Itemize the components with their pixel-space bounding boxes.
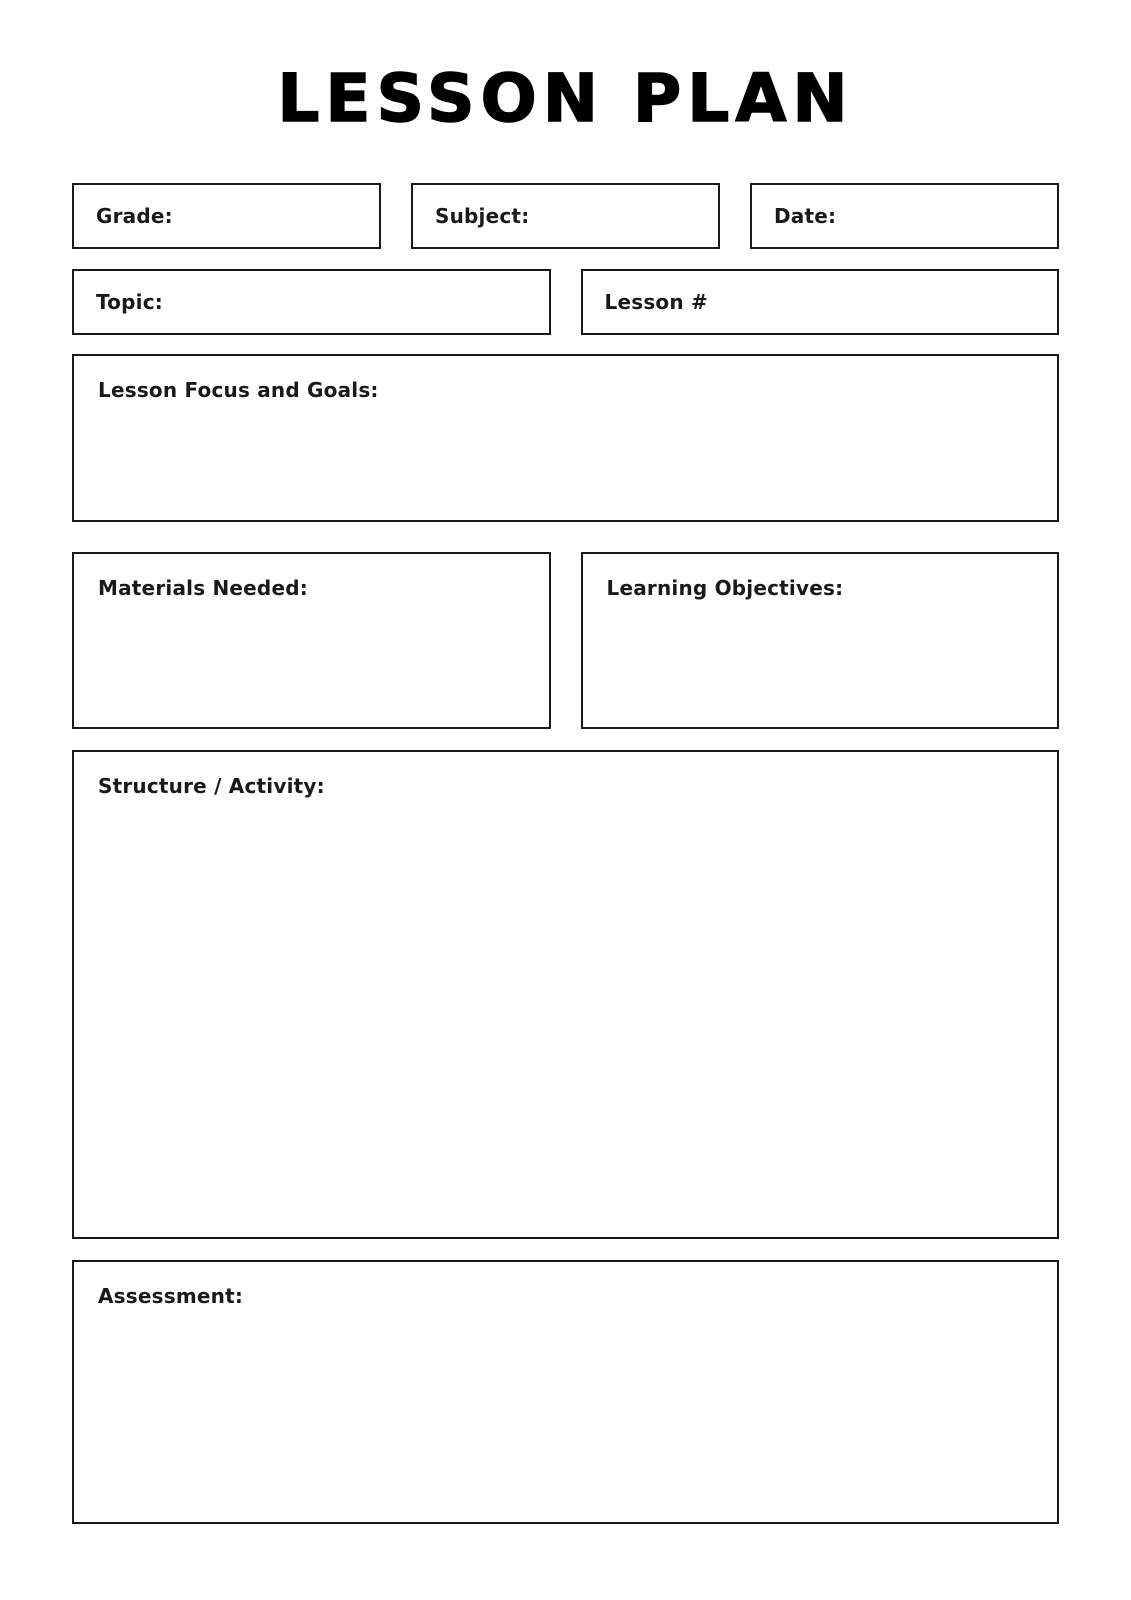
- materials-needed-value: [98, 600, 525, 601]
- materials-objectives-row: [72, 552, 1059, 729]
- subject-field[interactable]: [411, 183, 720, 249]
- learning-objectives-label: Learning Objectives:: [606, 576, 844, 600]
- structure-activity-label: Structure / Activity:: [98, 774, 325, 798]
- page-title: LESSON PLAN: [277, 60, 854, 137]
- materials-needed-label: Materials Needed:: [98, 576, 308, 600]
- topic-label: Topic:: [96, 290, 163, 314]
- structure-activity-field[interactable]: [72, 750, 1059, 1239]
- meta-row-top: [72, 183, 1059, 249]
- date-label: Date:: [774, 204, 837, 228]
- assessment-field[interactable]: [72, 1260, 1059, 1524]
- learning-objectives-value: [607, 600, 1034, 601]
- meta-row-bottom: [72, 269, 1059, 335]
- topic-field[interactable]: [72, 269, 551, 335]
- grade-value: [173, 216, 357, 217]
- lesson-number-field[interactable]: [581, 269, 1060, 335]
- structure-activity-value: [98, 798, 1033, 799]
- subject-value: [529, 216, 696, 217]
- subject-label: Subject:: [435, 204, 530, 228]
- lesson-focus-goals-label: Lesson Focus and Goals:: [98, 378, 379, 402]
- learning-objectives-field[interactable]: [581, 552, 1060, 729]
- assessment-value: [98, 1308, 1033, 1309]
- date-value: [836, 216, 1035, 217]
- lesson-focus-goals-value: [98, 402, 1033, 403]
- materials-needed-field[interactable]: [72, 552, 551, 729]
- date-field[interactable]: [750, 183, 1059, 249]
- assessment-label: Assessment:: [98, 1284, 244, 1308]
- lesson-focus-goals-field[interactable]: [72, 354, 1059, 522]
- topic-value: [163, 302, 527, 303]
- grade-field[interactable]: [72, 183, 381, 249]
- lesson-number-label: Lesson #: [604, 290, 708, 314]
- grade-label: Grade:: [96, 204, 173, 228]
- lesson-number-value: [708, 302, 1035, 303]
